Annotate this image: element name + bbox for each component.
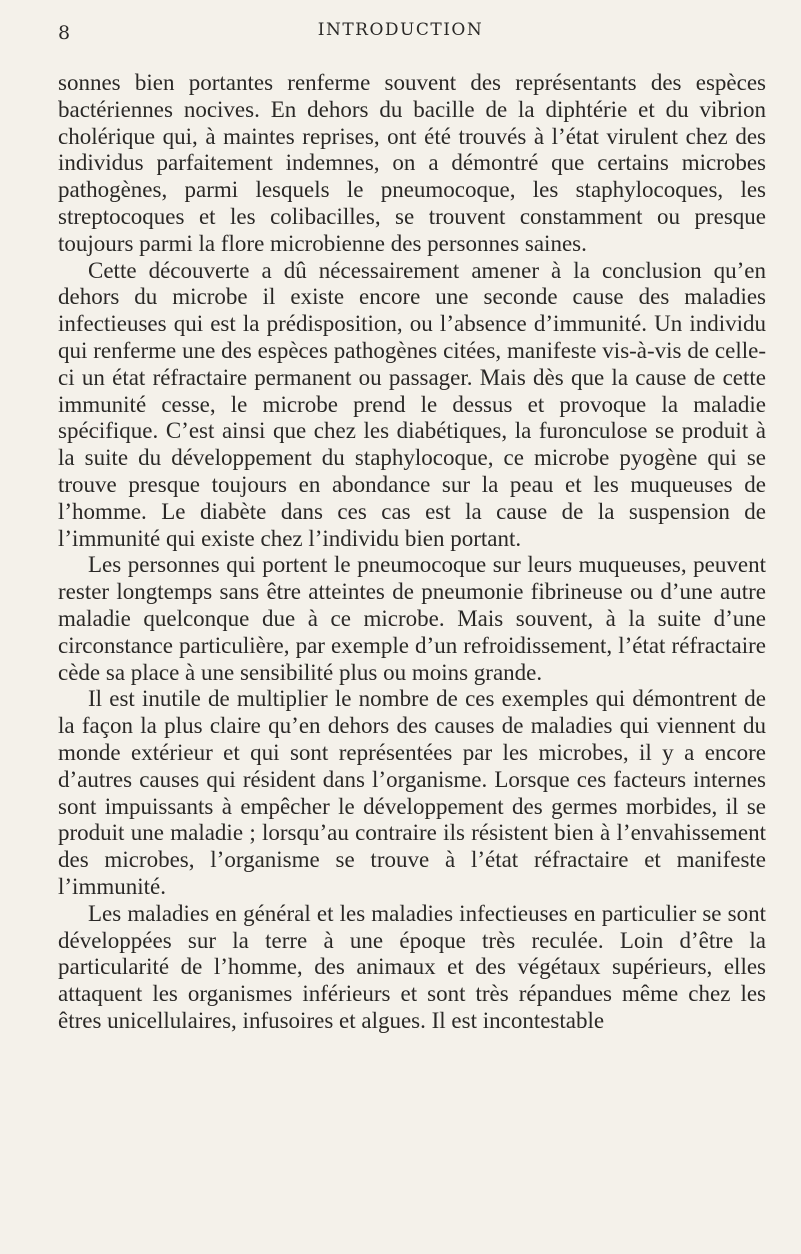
paragraph: Les personnes qui portent le pneumocoque sur leurs muqueuses, peuvent rester longtemps sans être atteintes de pneumonie fibrineuse ou d’une autre maladie quelconque due à ce microbe. Mais souvent, à la suite d’une circonstance particulière, par exemple d’un refroidissement, l’état réfractaire cède sa place à une sensibilité plus ou moins grande.: [58, 552, 766, 685]
paragraph: Il est inutile de multiplier le nombre de ces exemples qui démontrent de la façon la plus claire qu’en dehors des causes de maladies qui viennent du monde extérieur et qui sont représentées par les microbes, il y a encore d’autres causes qui résident dans l’organisme. Lorsque ces facteurs internes sont impuissants à empêcher le développement des germes morbides, il se produit une maladie ; lorsqu’au contraire ils résistent bien à l’envahissement des microbes, l’organisme se trouve à l’état réfractaire et manifeste l’immunité.: [58, 686, 766, 899]
text-body: [58, 70, 766, 1035]
page-header: [0, 14, 801, 54]
paragraph: Cette découverte a dû nécessairement amener à la conclusion qu’en dehors du microbe il existe encore une seconde cause des maladies infectieuses qui est la prédisposition, ou l’absence d’immunité. Un individu qui renferme une des espèces pathogènes citées, manifeste vis-à-vis de celle-ci un état réfractaire permanent ou passager. Mais dès que la cause de cette immunité cesse, le microbe prend le dessus et provoque la maladie spécifique. C’est ainsi que chez les diabétiques, la furonculose se produit à la suite du développement du staphylocoque, ce microbe pyogène qui se trouve presque toujours en abondance sur la peau et les muqueuses de l’homme. Le diabète dans ces cas est la cause de la suspension de l’immunité qui existe chez l’individu bien portant.: [58, 257, 766, 551]
running-head: INTRODUCTION: [317, 20, 484, 40]
paragraph: Les maladies en général et les maladies infectieuses en particulier se sont développées sur la terre à une époque très reculée. Loin d’être la particularité de l’homme, des animaux et des végétaux supérieurs, elles attaquent les organismes inférieurs et sont très répandues même chez les êtres unicellulaires, infusoires et algues. Il est incontestable: [58, 900, 766, 1033]
paragraph-continued: sonnes bien portantes renferme souvent des représentants des espèces bactériennes nocives. En dehors du bacille de la diphtérie et du vibrion cholérique qui, à maintes reprises, ont été trouvés à l’état virulent chez des individus parfaitement indemnes, on a démontré que certains microbes pathogènes, parmi lesquels le pneumocoque, les staphylocoques, les streptocoques et les colibacilles, se trouvent constamment ou presque toujours parmi la flore microbienne des personnes saines.: [58, 70, 766, 256]
page-number: 8: [58, 22, 71, 44]
